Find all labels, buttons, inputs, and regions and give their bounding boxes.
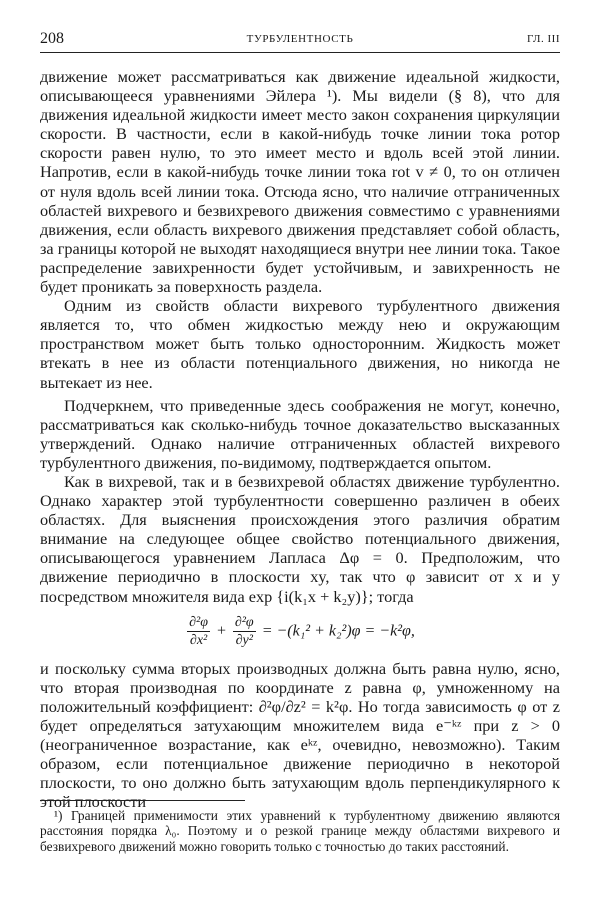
formula-rhs: = −(k₁² + k₂²)φ = −k²φ, (261, 622, 415, 640)
fraction-d2phi-dy2 (233, 614, 256, 649)
fraction-numerator: ∂²φ (234, 614, 254, 630)
paragraph-3: Подчеркнем, что приведенные здесь соображения не могут, конечно, рассматриваться как сколько-нибудь точное доказательство высказанных утверждений. Однако наличие отграниченных областей вихревого турбулентного движения, по-видимому, подтверждается опытом. (40, 395, 560, 472)
fraction-denominator: ∂y² (235, 632, 253, 648)
fraction-denominator: ∂x² (189, 632, 208, 648)
footnote-divider (40, 800, 245, 801)
laplace-formula (40, 614, 560, 649)
page-number: 208 (40, 30, 64, 47)
main-text (40, 67, 560, 811)
page-header (40, 30, 560, 53)
paragraph-1: движение может рассматриваться как движение идеальной жидкости, описывающееся уравнениями Эйлера ¹). Мы видели (§ 8), что для движения идеальной жидкости имеет место закон сохранения циркуляции скорости. В частности, если в какой-нибудь точке линии тока ротор скорости равен нулю, то это имеет место и вдоль всей этой линии. Напротив, если в какой-нибудь точке линии тока rot v ≠ 0, то он отличен от нуля вдоль всей линии тока. Отсюда ясно, что наличие отграниченных областей вихревого и безвихревого движения совместимо с уравнениями движения, если область вихревого движения представляет собой область, за границы которой не выходят находящиеся внутри нее линии тока. Такое распределение завихренности будет устойчивым, и завихренность не будет проникать за поверхность раздела. (40, 67, 560, 297)
chapter-label: ГЛ. III (527, 33, 560, 45)
running-title: ТУРБУЛЕНТНОСТЬ (246, 33, 354, 45)
paragraph-4: Как в вихревой, так и в безвихревой областях движение турбулентно. Однако характер этой турбулентности совершенно различен в обеих областях. Для выяснения происхождения этого различия обратим внимание на следующее общее свойство потенциального движения, описывающегося уравнением Лапласа Δφ = 0. Предположим, что движение периодично в плоскости xy, так что φ зависит от x и y посредством множителя вида exp {i(k₁x + k₂y)}; тогда (40, 471, 560, 606)
fraction-d2phi-dx2 (187, 614, 210, 649)
formula-plus: + (216, 622, 227, 640)
footnote: ¹) Границей применимости этих уравнений к турбулентному движению являются расстояния порядка λ₀. Поэтому и о резкой границе между областями вихревого и безвихревого движений можно говорить только с точностью до таких расстояний. (40, 808, 560, 854)
fraction-numerator: ∂²φ (189, 614, 209, 630)
paragraph-2: Одним из свойств области вихревого турбулентного движения является то, что обмен жидкостью между нею и окружающим пространством может быть только односторонним. Жидкость может втекать в нее из области потенциального движения, но никогда не вытекает из нее. (40, 296, 560, 392)
paragraph-5: и поскольку сумма вторых производных должна быть равна нулю, ясно, что вторая производная по координате z равна φ, умноженному на положительный коэффициент: ∂²φ/∂z² = k²φ. Но тогда зависимость φ от z будет определяться затухающим множителем вида e⁻ᵏᶻ при z > 0 (неограниченное возрастание, как eᵏᶻ, очевидно, невозможно). Таким образом, если потенциальное движение периодично в некоторой плоскости, то оно должно быть затухающим вдоль перпендикулярного к этой плоскости (40, 658, 560, 812)
